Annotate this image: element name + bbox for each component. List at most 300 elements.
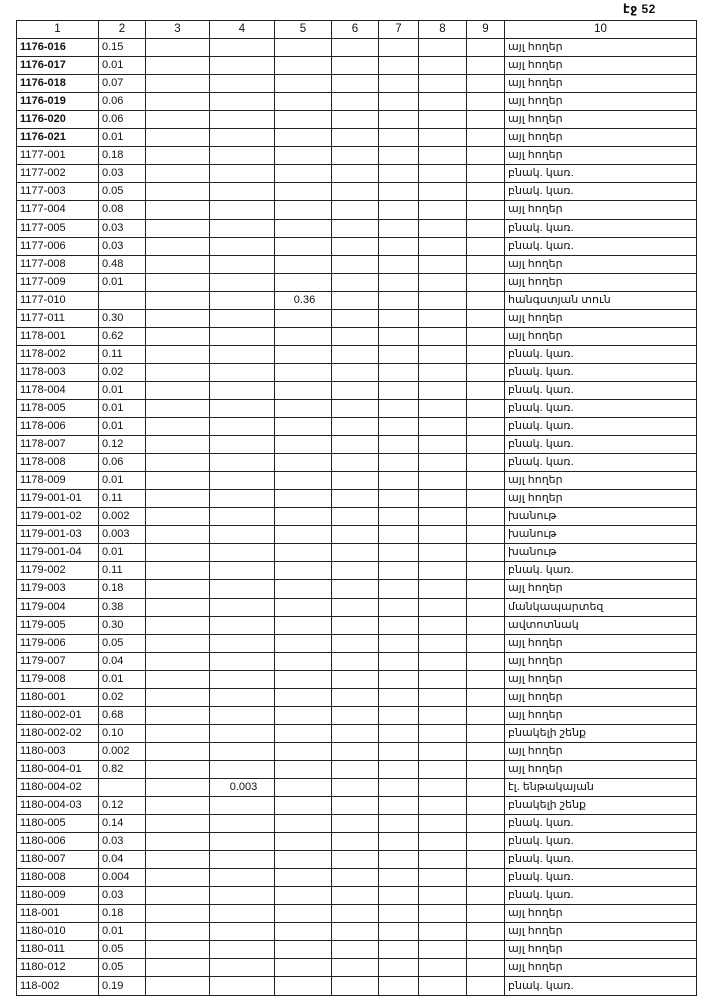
column-8-cell [419, 418, 467, 436]
parcel-id-cell: 1180-003 [17, 742, 99, 760]
area-cell: 0.02 [99, 688, 146, 706]
parcel-id-cell: 1179-004 [17, 598, 99, 616]
column-4-cell [210, 436, 275, 454]
column-3-cell [146, 219, 210, 237]
column-4-cell [210, 652, 275, 670]
column-8-cell [419, 291, 467, 309]
column-3-cell [146, 977, 210, 995]
column-3-cell [146, 688, 210, 706]
column-7-cell [379, 706, 419, 724]
column-6-cell [332, 93, 379, 111]
column-8-cell [419, 706, 467, 724]
column-9-cell [467, 706, 505, 724]
column-7-cell [379, 418, 419, 436]
area-cell: 0.06 [99, 454, 146, 472]
column-8-cell [419, 93, 467, 111]
column-9-cell [467, 760, 505, 778]
parcel-id-cell: 1177-011 [17, 309, 99, 327]
area-cell: 0.04 [99, 652, 146, 670]
column-7-cell [379, 327, 419, 345]
area-cell: 0.12 [99, 797, 146, 815]
column-4-cell [210, 580, 275, 598]
column-3-cell [146, 111, 210, 129]
area-cell: 0.18 [99, 580, 146, 598]
land-use-cell: բնակ. կառ. [505, 887, 697, 905]
area-cell: 0.05 [99, 941, 146, 959]
column-6-cell [332, 327, 379, 345]
table-row [17, 57, 697, 75]
column-7-cell [379, 977, 419, 995]
column-5-cell [275, 598, 332, 616]
parcel-id-cell: 1180-008 [17, 869, 99, 887]
column-6-cell [332, 670, 379, 688]
column-8-cell [419, 778, 467, 796]
column-5-cell [275, 544, 332, 562]
column-header: 6 [332, 21, 379, 39]
land-use-cell: այլ հողեր [505, 309, 697, 327]
parcel-id-cell: 1180-012 [17, 959, 99, 977]
table-row [17, 724, 697, 742]
area-cell: 0.07 [99, 75, 146, 93]
column-4-cell [210, 75, 275, 93]
table-row [17, 399, 697, 417]
column-7-cell [379, 616, 419, 634]
parcel-id-cell: 1177-004 [17, 201, 99, 219]
column-header: 9 [467, 21, 505, 39]
column-7-cell [379, 634, 419, 652]
column-4-cell [210, 273, 275, 291]
parcel-id-cell: 1180-004-02 [17, 778, 99, 796]
land-use-cell: այլ հողեր [505, 75, 697, 93]
area-cell: 0.03 [99, 833, 146, 851]
area-cell: 0.03 [99, 165, 146, 183]
parcel-id-cell: 1180-010 [17, 923, 99, 941]
column-3-cell [146, 742, 210, 760]
column-9-cell [467, 57, 505, 75]
column-3-cell [146, 526, 210, 544]
column-7-cell [379, 399, 419, 417]
column-7-cell [379, 869, 419, 887]
column-9-cell [467, 472, 505, 490]
parcel-id-cell: 1179-008 [17, 670, 99, 688]
table-row [17, 778, 697, 796]
column-3-cell [146, 815, 210, 833]
column-8-cell [419, 851, 467, 869]
column-4-cell [210, 887, 275, 905]
column-5-cell [275, 273, 332, 291]
column-8-cell [419, 760, 467, 778]
land-use-cell: բնակ. կառ. [505, 399, 697, 417]
parcel-id-cell: 1178-006 [17, 418, 99, 436]
column-3-cell [146, 345, 210, 363]
table-row [17, 436, 697, 454]
column-7-cell [379, 273, 419, 291]
parcel-id-cell: 1176-019 [17, 93, 99, 111]
column-7-cell [379, 219, 419, 237]
column-8-cell [419, 219, 467, 237]
column-5-cell [275, 129, 332, 147]
column-5-cell [275, 472, 332, 490]
column-4-cell [210, 688, 275, 706]
parcel-id-cell: 1179-001-02 [17, 508, 99, 526]
column-9-cell [467, 381, 505, 399]
column-header: 5 [275, 21, 332, 39]
area-cell: 0.01 [99, 670, 146, 688]
land-use-cell: բնակ. կառ. [505, 237, 697, 255]
column-6-cell [332, 237, 379, 255]
column-6-cell [332, 616, 379, 634]
column-6-cell [332, 291, 379, 309]
column-8-cell [419, 273, 467, 291]
column-7-cell [379, 923, 419, 941]
land-use-cell: էլ. ենթակայան [505, 778, 697, 796]
column-6-cell [332, 562, 379, 580]
column-3-cell [146, 418, 210, 436]
column-7-cell [379, 851, 419, 869]
column-9-cell [467, 75, 505, 93]
table-row [17, 147, 697, 165]
column-6-cell [332, 580, 379, 598]
column-5-cell [275, 742, 332, 760]
column-7-cell [379, 742, 419, 760]
column-9-cell [467, 887, 505, 905]
table-row [17, 706, 697, 724]
column-9-cell [467, 219, 505, 237]
column-5-cell [275, 183, 332, 201]
column-4-cell [210, 201, 275, 219]
parcel-id-cell: 1179-007 [17, 652, 99, 670]
column-3-cell [146, 508, 210, 526]
table-row [17, 237, 697, 255]
column-3-cell [146, 778, 210, 796]
parcel-id-cell: 1178-007 [17, 436, 99, 454]
column-8-cell [419, 147, 467, 165]
table-row [17, 941, 697, 959]
land-use-cell: բնակ. կառ. [505, 363, 697, 381]
column-4-cell [210, 760, 275, 778]
column-4-cell [210, 418, 275, 436]
column-6-cell [332, 129, 379, 147]
column-9-cell [467, 634, 505, 652]
column-9-cell [467, 869, 505, 887]
land-use-cell: մանկապարտեզ [505, 598, 697, 616]
column-8-cell [419, 75, 467, 93]
column-8-cell [419, 490, 467, 508]
area-cell: 0.18 [99, 905, 146, 923]
column-6-cell [332, 598, 379, 616]
column-9-cell [467, 508, 505, 526]
table-row [17, 526, 697, 544]
column-header: 3 [146, 21, 210, 39]
column-5-cell [275, 165, 332, 183]
column-6-cell [332, 905, 379, 923]
parcel-id-cell: 1180-002-02 [17, 724, 99, 742]
parcel-id-cell: 1180-004-01 [17, 760, 99, 778]
column-9-cell [467, 454, 505, 472]
column-6-cell [332, 219, 379, 237]
column-7-cell [379, 39, 419, 57]
land-use-cell: այլ հողեր [505, 634, 697, 652]
area-cell: 0.004 [99, 869, 146, 887]
column-4-cell [210, 399, 275, 417]
land-use-cell: այլ հողեր [505, 652, 697, 670]
column-8-cell [419, 977, 467, 995]
column-3-cell [146, 652, 210, 670]
table-row [17, 75, 697, 93]
column-8-cell [419, 399, 467, 417]
column-7-cell [379, 490, 419, 508]
column-4-cell [210, 851, 275, 869]
column-4-cell [210, 183, 275, 201]
column-5-cell [275, 508, 332, 526]
column-6-cell [332, 544, 379, 562]
column-9-cell [467, 237, 505, 255]
area-cell: 0.05 [99, 634, 146, 652]
column-6-cell [332, 526, 379, 544]
column-9-cell [467, 363, 505, 381]
column-4-cell [210, 508, 275, 526]
table-row [17, 634, 697, 652]
column-3-cell [146, 616, 210, 634]
land-use-cell: այլ հողեր [505, 39, 697, 57]
area-cell: 0.01 [99, 418, 146, 436]
column-3-cell [146, 291, 210, 309]
column-5-cell [275, 327, 332, 345]
land-use-cell: բնակ. կառ. [505, 454, 697, 472]
land-use-cell: խանութ [505, 508, 697, 526]
column-header: 4 [210, 21, 275, 39]
column-3-cell [146, 399, 210, 417]
column-7-cell [379, 454, 419, 472]
column-header: 7 [379, 21, 419, 39]
area-cell: 0.01 [99, 273, 146, 291]
column-7-cell [379, 887, 419, 905]
column-3-cell [146, 598, 210, 616]
table-row [17, 363, 697, 381]
column-header: 8 [419, 21, 467, 39]
column-7-cell [379, 905, 419, 923]
column-8-cell [419, 165, 467, 183]
land-use-cell: բնակ. կառ. [505, 815, 697, 833]
land-use-cell: այլ հողեր [505, 670, 697, 688]
column-9-cell [467, 562, 505, 580]
column-9-cell [467, 93, 505, 111]
column-5-cell [275, 219, 332, 237]
column-7-cell [379, 363, 419, 381]
area-cell: 0.06 [99, 93, 146, 111]
table-row [17, 273, 697, 291]
column-7-cell [379, 183, 419, 201]
column-8-cell [419, 436, 467, 454]
land-use-cell: այլ հողեր [505, 959, 697, 977]
land-use-cell: բնակ. կառ. [505, 183, 697, 201]
table-row [17, 418, 697, 436]
column-7-cell [379, 381, 419, 399]
column-7-cell [379, 724, 419, 742]
column-9-cell [467, 291, 505, 309]
column-9-cell [467, 255, 505, 273]
column-6-cell [332, 75, 379, 93]
table-row [17, 129, 697, 147]
column-9-cell [467, 165, 505, 183]
area-cell: 0.02 [99, 363, 146, 381]
column-7-cell [379, 345, 419, 363]
table-row [17, 183, 697, 201]
column-4-cell [210, 39, 275, 57]
area-cell: 0.30 [99, 616, 146, 634]
column-5-cell: 0.36 [275, 291, 332, 309]
column-4-cell [210, 598, 275, 616]
land-use-cell: բնակ. կառ. [505, 165, 697, 183]
column-4-cell [210, 977, 275, 995]
column-8-cell [419, 616, 467, 634]
column-7-cell [379, 688, 419, 706]
parcel-id-cell: 1179-001-01 [17, 490, 99, 508]
column-7-cell [379, 652, 419, 670]
land-use-cell: այլ հողեր [505, 490, 697, 508]
column-3-cell [146, 833, 210, 851]
column-7-cell [379, 436, 419, 454]
column-9-cell [467, 851, 505, 869]
column-5-cell [275, 580, 332, 598]
column-7-cell [379, 255, 419, 273]
column-4-cell [210, 797, 275, 815]
column-7-cell [379, 959, 419, 977]
column-5-cell [275, 923, 332, 941]
column-4-cell [210, 869, 275, 887]
parcel-id-cell: 1179-005 [17, 616, 99, 634]
column-6-cell [332, 833, 379, 851]
column-4-cell [210, 815, 275, 833]
column-5-cell [275, 237, 332, 255]
column-5-cell [275, 905, 332, 923]
table-row [17, 327, 697, 345]
column-4-cell [210, 670, 275, 688]
column-9-cell [467, 309, 505, 327]
column-7-cell [379, 580, 419, 598]
parcel-id-cell: 1180-002-01 [17, 706, 99, 724]
column-5-cell [275, 39, 332, 57]
column-6-cell [332, 508, 379, 526]
land-use-cell: բնակ. կառ. [505, 851, 697, 869]
column-4-cell [210, 941, 275, 959]
column-8-cell [419, 562, 467, 580]
column-4-cell [210, 147, 275, 165]
column-9-cell [467, 977, 505, 995]
column-7-cell [379, 237, 419, 255]
land-use-cell: բնակ. կառ. [505, 381, 697, 399]
column-5-cell [275, 345, 332, 363]
land-use-cell: այլ հողեր [505, 255, 697, 273]
table-row [17, 688, 697, 706]
land-use-cell: այլ հողեր [505, 760, 697, 778]
column-3-cell [146, 851, 210, 869]
column-5-cell [275, 93, 332, 111]
column-6-cell [332, 688, 379, 706]
parcel-id-cell: 1178-001 [17, 327, 99, 345]
land-use-cell: այլ հողեր [505, 93, 697, 111]
land-parcel-table [16, 20, 697, 996]
column-5-cell [275, 797, 332, 815]
column-5-cell [275, 778, 332, 796]
column-8-cell [419, 201, 467, 219]
column-8-cell [419, 869, 467, 887]
column-3-cell [146, 869, 210, 887]
column-8-cell [419, 724, 467, 742]
column-7-cell [379, 165, 419, 183]
column-4-cell [210, 381, 275, 399]
area-cell: 0.38 [99, 598, 146, 616]
column-9-cell [467, 778, 505, 796]
column-5-cell [275, 562, 332, 580]
column-3-cell [146, 57, 210, 75]
column-4-cell [210, 454, 275, 472]
column-8-cell [419, 345, 467, 363]
column-3-cell [146, 562, 210, 580]
area-cell: 0.01 [99, 129, 146, 147]
column-8-cell [419, 39, 467, 57]
column-8-cell [419, 309, 467, 327]
area-cell: 0.01 [99, 381, 146, 399]
parcel-id-cell: 1178-004 [17, 381, 99, 399]
table-row [17, 869, 697, 887]
area-cell: 0.82 [99, 760, 146, 778]
page-number-label: էջ 52 [623, 2, 656, 16]
land-use-cell: բնակ. կառ. [505, 345, 697, 363]
column-3-cell [146, 670, 210, 688]
column-header: 1 [17, 21, 99, 39]
column-9-cell [467, 923, 505, 941]
land-use-cell: այլ հողեր [505, 941, 697, 959]
column-3-cell [146, 201, 210, 219]
column-5-cell [275, 941, 332, 959]
column-8-cell [419, 544, 467, 562]
parcel-id-cell: 1180-006 [17, 833, 99, 851]
column-7-cell [379, 941, 419, 959]
column-8-cell [419, 887, 467, 905]
parcel-id-cell: 1178-003 [17, 363, 99, 381]
column-6-cell [332, 255, 379, 273]
column-5-cell [275, 454, 332, 472]
column-9-cell [467, 742, 505, 760]
column-6-cell [332, 454, 379, 472]
area-cell: 0.03 [99, 237, 146, 255]
column-5-cell [275, 977, 332, 995]
column-4-cell [210, 291, 275, 309]
column-6-cell [332, 652, 379, 670]
table-row [17, 39, 697, 57]
parcel-id-cell: 1178-005 [17, 399, 99, 417]
column-5-cell [275, 418, 332, 436]
column-6-cell [332, 869, 379, 887]
column-5-cell [275, 724, 332, 742]
column-6-cell [332, 490, 379, 508]
column-9-cell [467, 724, 505, 742]
column-7-cell [379, 562, 419, 580]
column-3-cell [146, 327, 210, 345]
column-6-cell [332, 309, 379, 327]
column-6-cell [332, 381, 379, 399]
area-cell: 0.03 [99, 887, 146, 905]
column-4-cell [210, 219, 275, 237]
column-6-cell [332, 887, 379, 905]
table-row [17, 490, 697, 508]
column-4-cell [210, 724, 275, 742]
land-use-cell: այլ հողեր [505, 57, 697, 75]
column-8-cell [419, 381, 467, 399]
column-4-cell [210, 57, 275, 75]
column-8-cell [419, 255, 467, 273]
